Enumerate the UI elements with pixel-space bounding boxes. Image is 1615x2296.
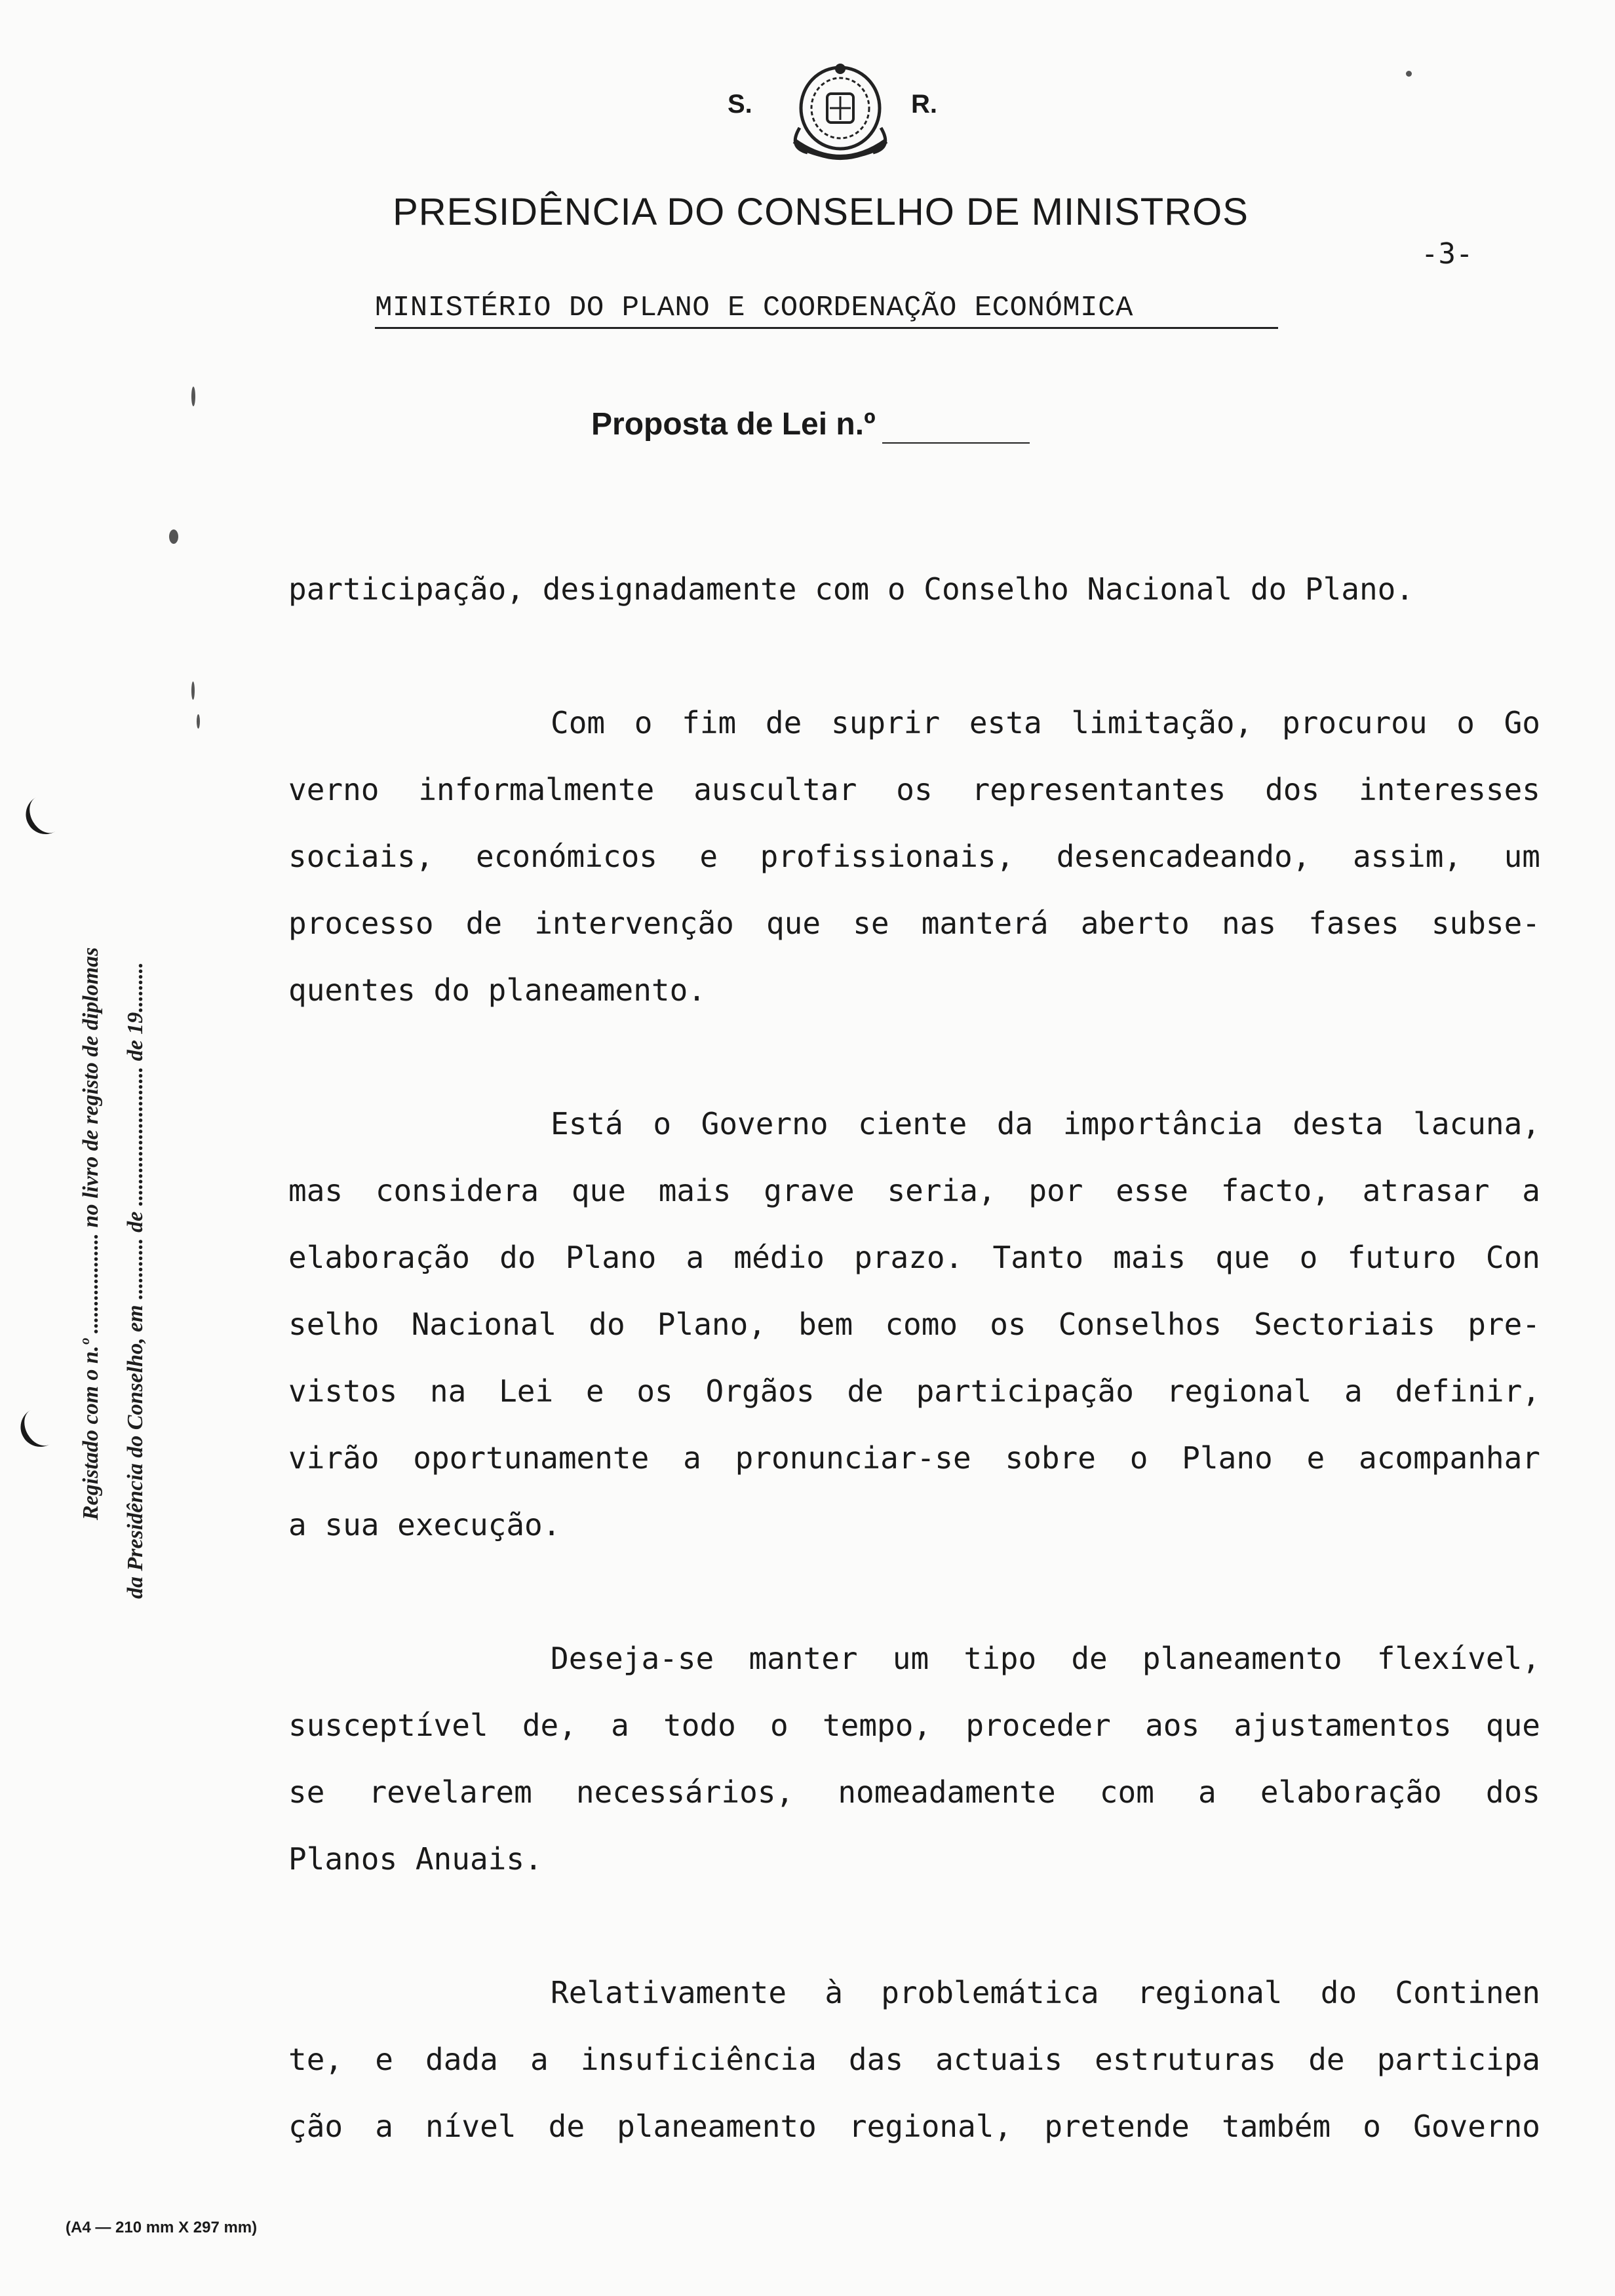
- page-number: -3-: [1421, 237, 1473, 271]
- proposta-text: Proposta de Lei n.º: [591, 407, 876, 442]
- text-line: ção a nível de planeamento regional, pretende também o Governo: [288, 2109, 1540, 2144]
- sr-right-letter: R.: [911, 90, 937, 119]
- text-line: se revelarem necessários, nomeadamente com a elaboração dos: [288, 1774, 1540, 1810]
- proposta-number-blank: [882, 406, 1030, 444]
- scan-speck: [197, 714, 200, 729]
- text-line: virão oportunamente a pronunciar-se sobre o Plano e acompanhar: [288, 1440, 1540, 1476]
- text-line: Deseja-se manter um tipo de planeamento flexível,: [551, 1641, 1540, 1676]
- paragraph-1: [288, 556, 1540, 622]
- text-line: sociais, económicos e profissionais, desencadeando, assim, um: [288, 839, 1540, 874]
- text-line: Com o fim de suprir esta limitação, procurou o Go: [551, 705, 1540, 740]
- body-text: [288, 556, 1540, 2160]
- paragraph-2: [288, 689, 1540, 1024]
- margin-registration-line-1: Registado com o n.º .................. no livro de registo de diplomas: [79, 947, 103, 1520]
- margin-registration-line-2: da Presidência do Conselho, em ........... de ......................... de 19.........: [123, 962, 147, 1599]
- coat-of-arms-icon: [781, 62, 899, 167]
- paragraph-4: [288, 1625, 1540, 1892]
- paragraph-3: [288, 1090, 1540, 1558]
- text-line: vistos na Lei e os Orgãos de participação regional a definir,: [288, 1373, 1540, 1409]
- scan-speck: [191, 387, 195, 406]
- text-line: Planos Anuais.: [288, 1841, 543, 1877]
- text-line: Está o Governo ciente da importância desta lacuna,: [551, 1106, 1540, 1141]
- paragraph-5: [288, 1959, 1540, 2160]
- text-line: participação, designadamente com o Conselho Nacional do Plano.: [288, 571, 1414, 607]
- text-line: a sua execução.: [288, 1507, 561, 1542]
- proposta-label: [591, 406, 1030, 444]
- presidency-heading: PRESIDÊNCIA DO CONSELHO DE MINISTROS: [393, 191, 1249, 233]
- sr-left-letter: S.: [728, 90, 752, 119]
- scan-speck: [169, 529, 178, 544]
- text-line: mas considera que mais grave seria, por esse facto, atrasar a: [288, 1173, 1540, 1208]
- margin-bracket-bottom: [13, 1403, 62, 1454]
- text-line: verno informalmente auscultar os representantes dos interesses: [288, 772, 1540, 807]
- margin-bracket-top: [18, 790, 68, 841]
- ministry-heading: MINISTÉRIO DO PLANO E COORDENAÇÃO ECONÓMICA: [375, 292, 1278, 329]
- text-line: te, e dada a insuficiência das actuais estruturas de participa: [288, 2042, 1540, 2077]
- text-line: processo de intervenção que se manterá aberto nas fases subse-: [288, 906, 1540, 941]
- text-line: quentes do planeamento.: [288, 972, 706, 1008]
- text-line: Relativamente à problemática regional do Continen: [551, 1975, 1540, 2010]
- header-seal-row: [728, 62, 944, 167]
- text-line: elaboração do Plano a médio prazo. Tanto mais que o futuro Con: [288, 1240, 1540, 1275]
- scan-speck: [1406, 71, 1412, 77]
- scan-speck: [191, 681, 195, 700]
- paper-format-note: (A4 — 210 mm X 297 mm): [66, 2219, 258, 2236]
- text-line: selho Nacional do Plano, bem como os Conselhos Sectoriais pre-: [288, 1307, 1540, 1342]
- text-line: susceptível de, a todo o tempo, proceder aos ajustamentos que: [288, 1708, 1540, 1743]
